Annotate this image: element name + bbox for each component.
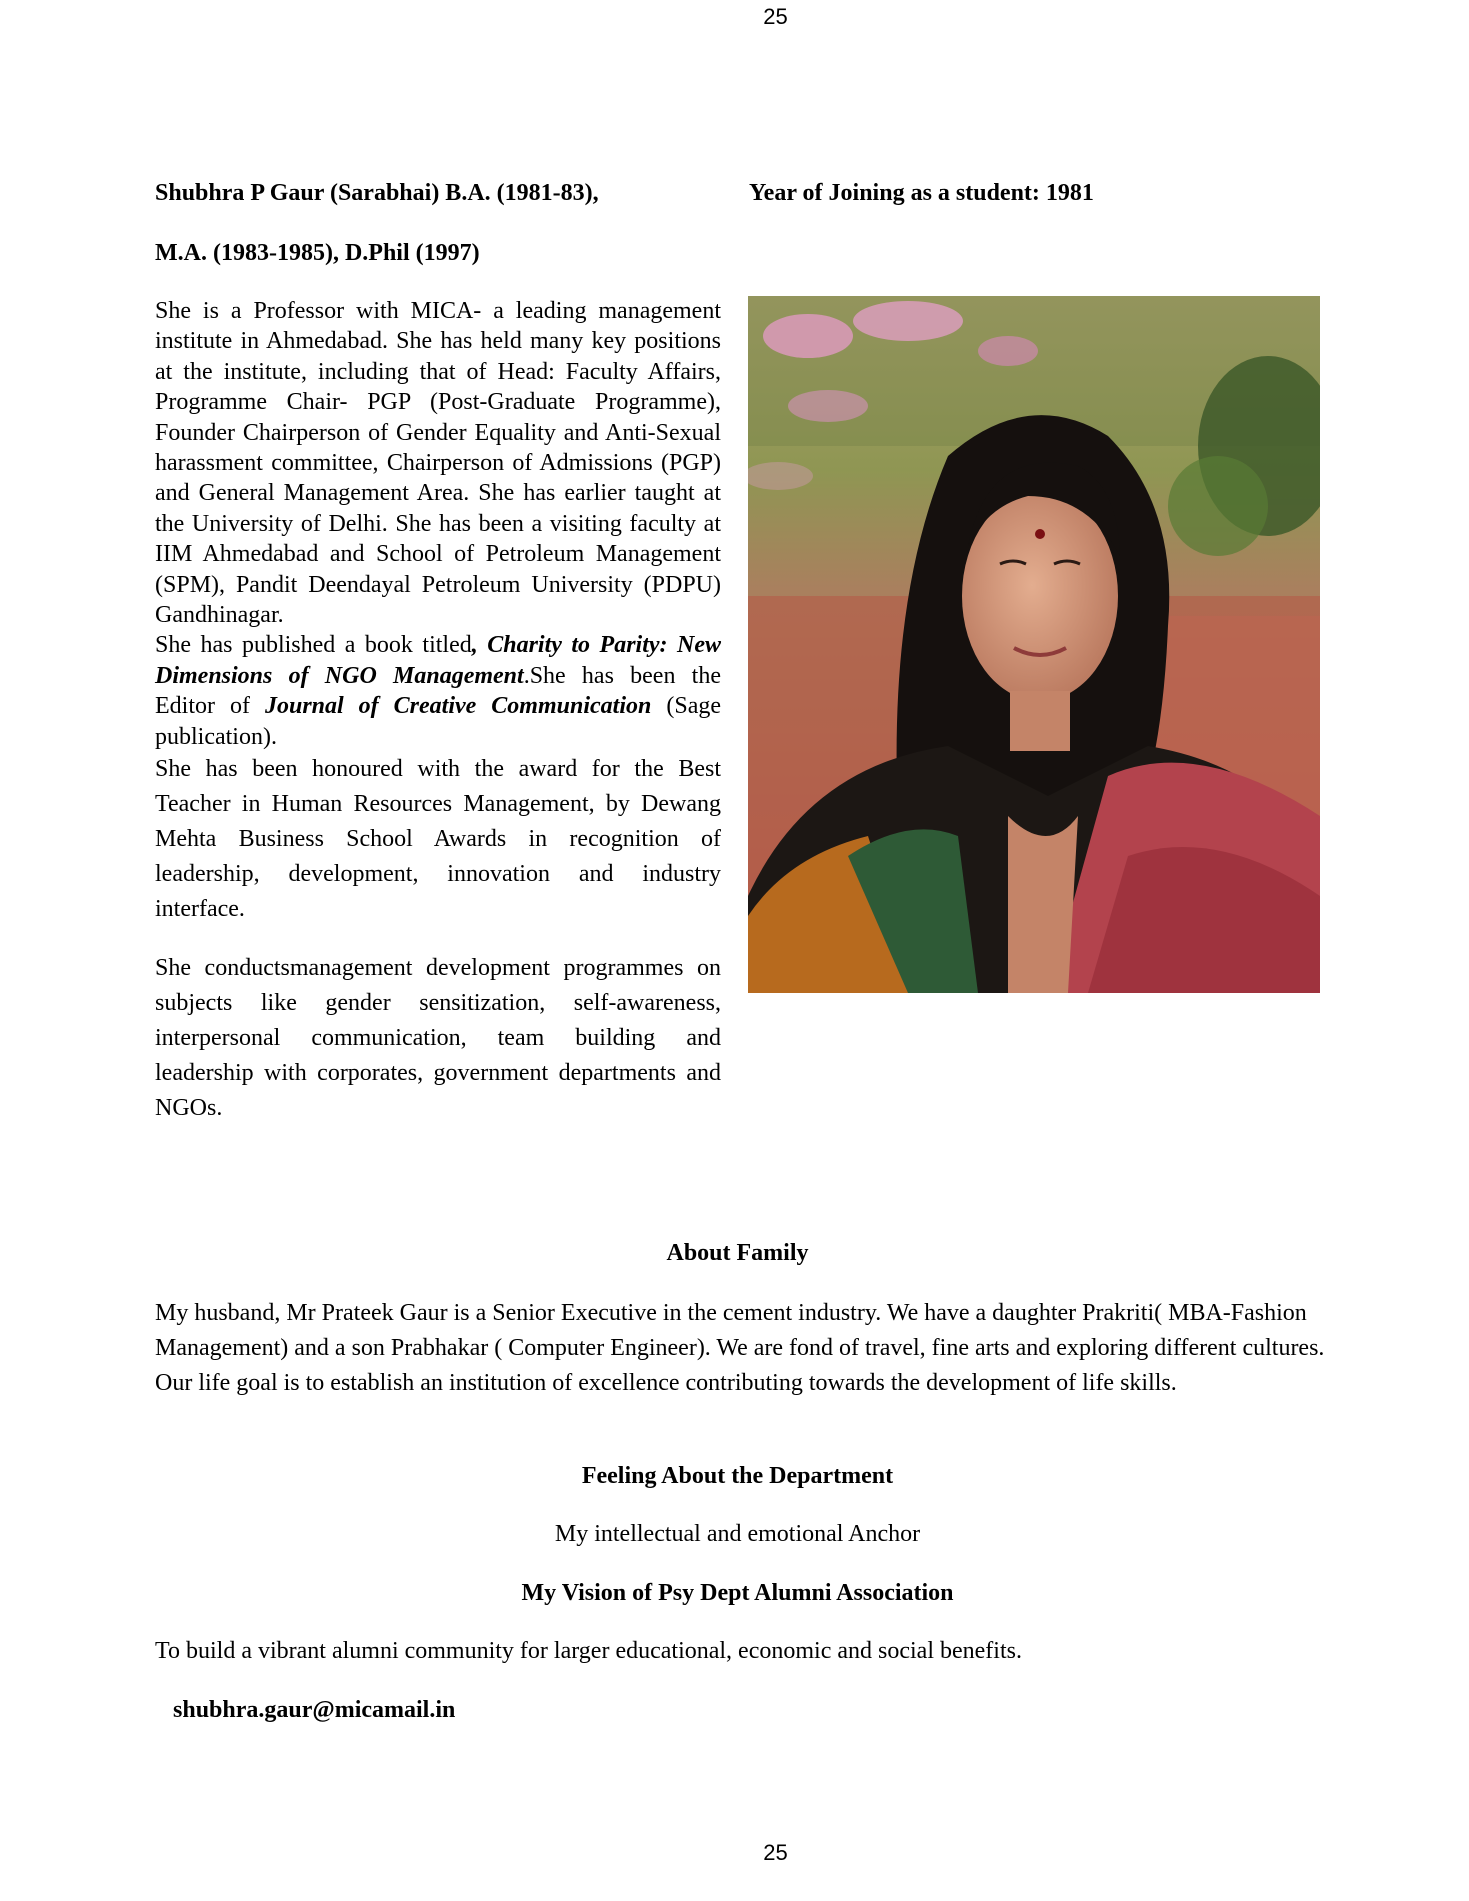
biography: [155, 296, 721, 1126]
bio-paragraph-positions: She is a Professor with MICA- a leading management institute in Ahmedabad. She has held many key positions at the institute, including that of Head: Faculty Affairs, Programme Chair- PGP (Post-Graduate Programme), Founder Chairperson of Gender Equality and Anti-Sexual harassment committee, Chairperson of Admissions (PGP) and General Management Area. She has earlier taught at the University of Delhi. She has been a visiting faculty at IIM Ahmedabad and School of Petroleum Management (SPM), Pandit Deendayal Petroleum University (PDPU) Gandhinagar.: [155, 298, 721, 629]
name-degree-line: Shubhra P Gaur (Sarabhai) B.A. (1981-83),: [155, 180, 599, 206]
about-family-heading: About Family: [666, 1240, 809, 1266]
page-number-top: 25: [763, 4, 788, 29]
feeling-about-department-heading: Feeling About the Department: [581, 1463, 894, 1489]
year-of-joining: Year of Joining as a student: 1981: [749, 180, 1094, 206]
about-family-text: My husband, Mr Prateek Gaur is a Senior Executive in the cement industry. We have a daughter Prakriti( MBA-Fashion Management) and a son Prabhakar ( Computer Engineer). We are fond of travel, fine arts and exploring different cultures. Our life goal is to establish an institution of excellence contributing towards the development of life skills.: [155, 1300, 1325, 1396]
degree-line-2: M.A. (1983-1985), D.Phil (1997): [155, 240, 480, 266]
bio-paragraph-award: She has been honoured with the award for the Best Teacher in Human Resources Management, by Dewang Mehta Business School Awards in recognition of leadership, development, innovation and industry interface.: [155, 756, 721, 923]
bio-publisher-text: (Sage publication).: [155, 693, 721, 750]
bio-paragraph-programmes: She conductsmanagement development programmes on subjects like gender sensitization, self-awareness, interpersonal communication, team building and leadership with corporates, government departments and NGOs.: [155, 955, 721, 1122]
feeling-about-department-text: My intellectual and emotional Anchor: [554, 1521, 921, 1547]
book-title: , Charity to Parity: New Dimensions of NGO Management: [155, 632, 722, 689]
email-address[interactable]: shubhra.gaur@micamail.in: [173, 1697, 456, 1723]
vision-heading: My Vision of Psy Dept Alumni Association: [521, 1580, 954, 1606]
profile-photo: [748, 296, 1320, 993]
vision-text: To build a vibrant alumni community for larger educational, economic and social benefits.: [155, 1638, 1022, 1664]
journal-title: Journal of Creative Communication: [264, 693, 652, 720]
bio-editor-text: .She has been the Editor of: [155, 662, 721, 720]
bio-book-intro: She has published a book titled: [155, 632, 472, 659]
page-number-bottom: 25: [763, 1840, 788, 1865]
bio-paragraph-publications: [155, 630, 721, 752]
